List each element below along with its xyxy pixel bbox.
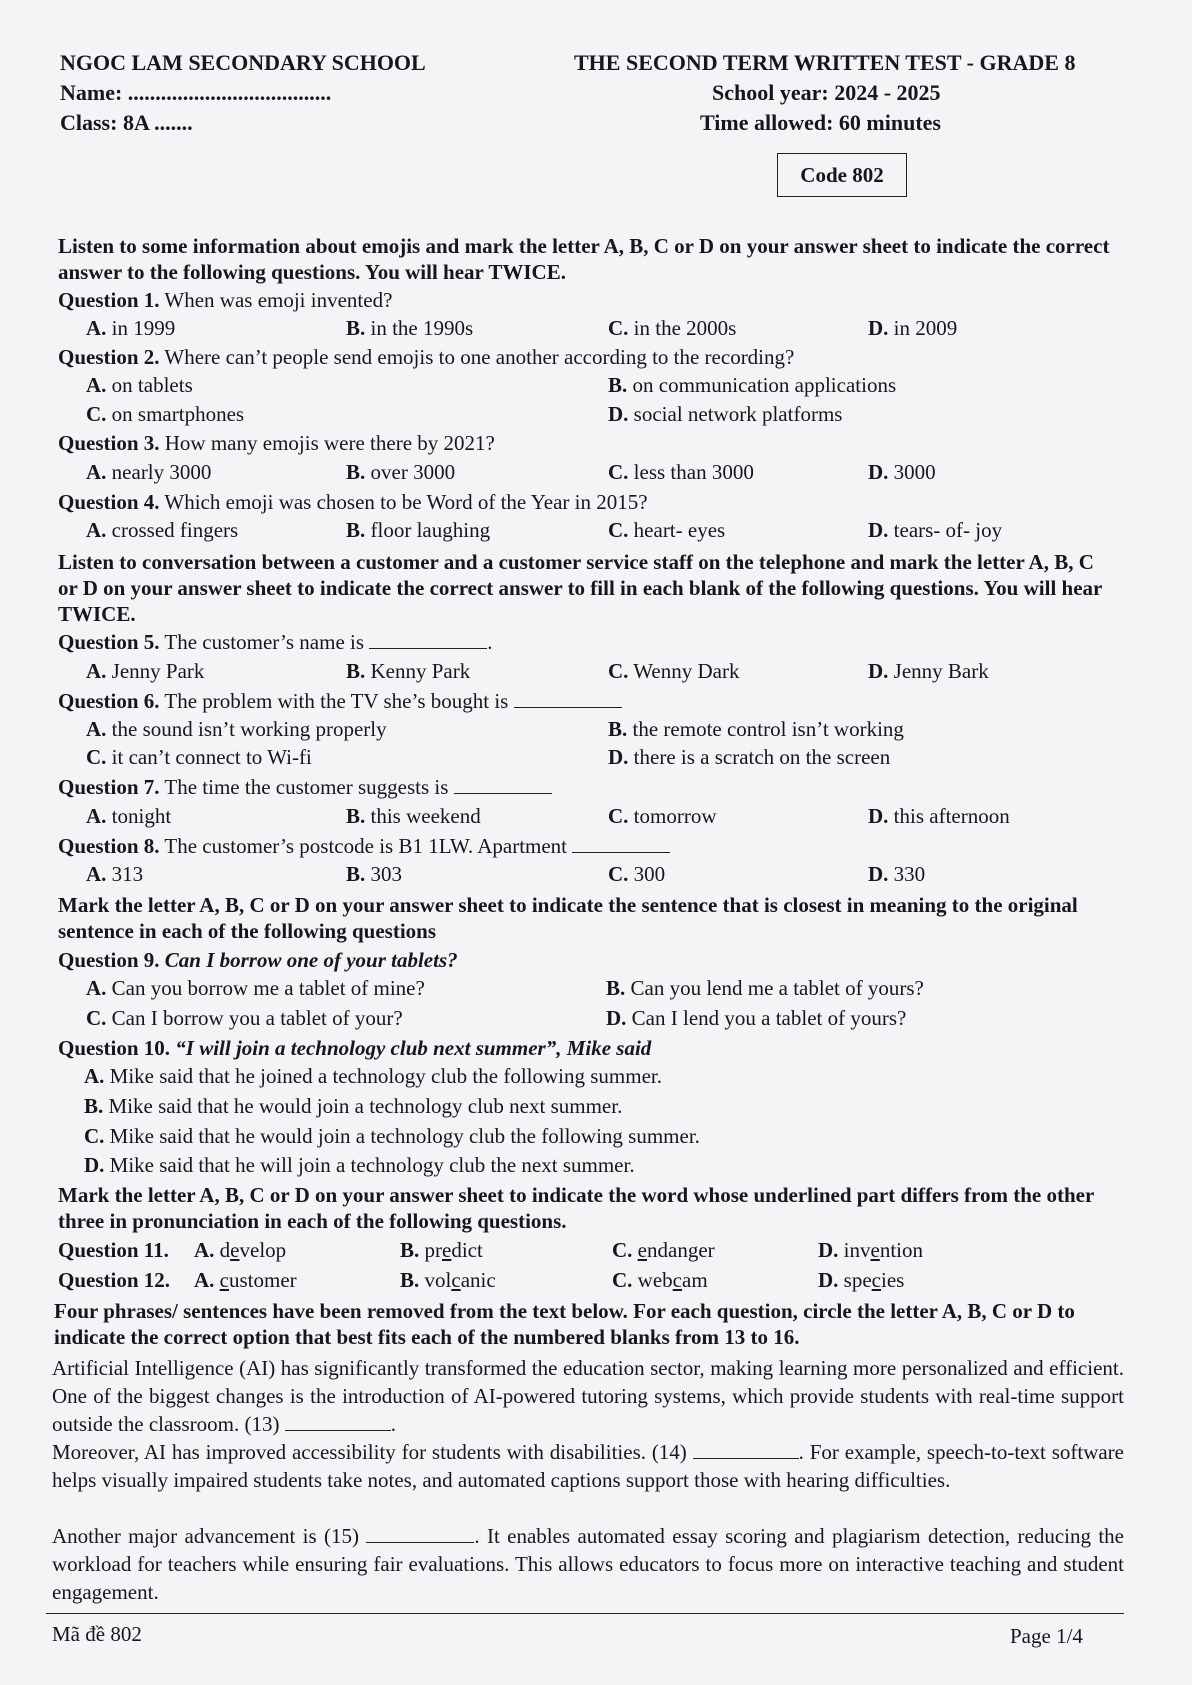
option-d: D. Can I lend you a tablet of yours? [606, 1006, 907, 1030]
question-number: Question 1. [58, 288, 160, 312]
instruction-closest-meaning: Mark the letter A, B, C or D on your answer sheet to indicate the sentence that is closest in meaning to the original sentence in each of the following questions [58, 893, 1078, 943]
option-a: A. Jenny Park [86, 659, 205, 683]
option-d: D. Mike said that he will join a technology club the next summer. [84, 1153, 635, 1177]
option-a: A. the sound isn’t working properly [86, 717, 387, 741]
option-d: D. this afternoon [868, 804, 1010, 828]
question-1 [58, 288, 392, 313]
option-b: B. in the 1990s [346, 316, 474, 340]
option-c: C. Wenny Dark [608, 659, 740, 683]
option-c: C. Mike said that he would join a technology club the following summer. [84, 1124, 700, 1148]
time-allowed: Time allowed: 60 minutes [700, 110, 941, 135]
footer-divider [46, 1613, 1124, 1614]
question-7: Question 7. The time the customer suggests is [58, 775, 552, 800]
school-year: School year: 2024 - 2025 [712, 80, 941, 105]
option-c: C. less than 3000 [608, 460, 754, 484]
option-b: B. predict [400, 1238, 483, 1262]
option-b: B. the remote control isn’t working [608, 717, 904, 741]
question-11: Question 11. [58, 1238, 169, 1262]
instruction-pronunciation: Mark the letter A, B, C or D on your answer sheet to indicate the word whose underlined part differs from the other three in pronunciation in each of the following questions. [58, 1183, 1094, 1233]
class-line: Class: 8A ....... [60, 110, 193, 135]
option-a: A. develop [194, 1238, 287, 1262]
option-c: C. on smartphones [86, 402, 245, 426]
option-b: B. floor laughing [346, 518, 491, 542]
option-a: A. Mike said that he joined a technology club the following summer. [84, 1064, 662, 1088]
option-c: C. endanger [612, 1238, 715, 1262]
option-a: A. Can you borrow me a tablet of mine? [86, 976, 425, 1000]
option-b: B. Mike said that he would join a technology club next summer. [84, 1094, 623, 1118]
question-2: Question 2. Where can’t people send emojis to one another according to the recording? [58, 345, 795, 369]
option-d: D. there is a scratch on the screen [608, 745, 891, 769]
passage-paragraph-1: Artificial Intelligence (AI) has significantly transformed the education sector, making learning more personalized and efficient. One of the biggest changes is the introduction of AI-powered tutoring systems, which provide students with real-time support outside the classroom. (13) . [52, 1356, 1124, 1436]
option-a: A. in 1999 [86, 316, 176, 340]
instruction-reading: Four phrases/ sentences have been removed from the text below. For each question, circle the letter A, B, C or D to indicate the correct option that best fits each of the numbered blanks from 13 to 16. [54, 1299, 1075, 1349]
option-d: D. invention [818, 1238, 924, 1262]
option-b: B. on communication applications [608, 373, 897, 397]
option-d: D. 330 [868, 862, 926, 886]
option-a: A. nearly 3000 [86, 460, 212, 484]
option-c: C. in the 2000s [608, 316, 737, 340]
option-a: A. tonight [86, 804, 172, 828]
instruction-listening-2: Listen to conversation between a customer and a customer service staff on the telephone and mark the letter A, B, C or D on your answer sheet to indicate the correct answer to fill in each blank of the following questions. You will hear TWICE. [58, 550, 1102, 626]
question-4: Question 4. Which emoji was chosen to be Word of the Year in 2015? [58, 490, 648, 514]
option-d: D. Jenny Bark [868, 659, 989, 683]
question-3: Question 3. How many emojis were there by 2021? [58, 431, 495, 455]
question-10: Question 10. “I will join a technology club next summer”, Mike said [58, 1036, 652, 1060]
exam-code-box [777, 153, 907, 197]
option-d: D. 3000 [868, 460, 936, 484]
option-b: B. Can you lend me a tablet of yours? [606, 976, 924, 1000]
question-8: Question 8. The customer’s postcode is B1 1LW. Apartment [58, 834, 670, 859]
passage-paragraph-2: Moreover, AI has improved accessibility for students with disabilities. (14) . For example, speech-to-text software helps visually impaired students take notes, and automated captions support those with hearing difficulties. [52, 1440, 1124, 1492]
option-b: B. over 3000 [346, 460, 456, 484]
option-d: D. in 2009 [868, 316, 958, 340]
option-c: C. tomorrow [608, 804, 717, 828]
option-b: B. 303 [346, 862, 403, 886]
option-d: D. social network platforms [608, 402, 843, 426]
question-5: Question 5. The customer’s name is . [58, 630, 493, 654]
option-a: A. 313 [86, 862, 144, 886]
question-9: Question 9. Can I borrow one of your tablets? [58, 948, 458, 972]
option-b: B. Kenny Park [346, 659, 471, 683]
question-6: Question 6. The problem with the TV she’s bought is [58, 689, 622, 714]
option-a: A. crossed fingers [86, 518, 239, 542]
option-d: D. tears- of- joy [868, 518, 1003, 542]
test-title: THE SECOND TERM WRITTEN TEST - GRADE 8 [574, 50, 1076, 75]
option-c: C. heart- eyes [608, 518, 726, 542]
option-a: A. customer [194, 1268, 297, 1292]
exam-code: Code 802 [800, 162, 884, 187]
option-d: D. species [818, 1268, 905, 1292]
option-b: B. volcanic [400, 1268, 496, 1292]
option-c: C. Can I borrow you a tablet of your? [86, 1006, 403, 1030]
passage-paragraph-3: Another major advancement is (15) . It enables automated essay scoring and plagiarism detection, reducing the workload for teachers while ensuring fair evaluations. This allows educators to focus more on interactive teaching and student engagement. [52, 1524, 1124, 1604]
question-text: When was emoji invented? [164, 288, 393, 312]
question-12: Question 12. [58, 1268, 171, 1292]
instruction-listening-1: Listen to some information about emojis and mark the letter A, B, C or D on your answer sheet to indicate the correct answer to the following questions. You will hear TWICE. [58, 234, 1110, 284]
option-c: C. 300 [608, 862, 666, 886]
option-b: B. this weekend [346, 804, 481, 828]
student-name-line: Name: ..................................... [60, 80, 332, 105]
option-c: C. it can’t connect to Wi-fi [86, 745, 312, 769]
option-c: C. webcam [612, 1268, 708, 1292]
option-a: A. on tablets [86, 373, 193, 397]
footer-page-number: Page 1/4 [1010, 1624, 1083, 1648]
footer-exam-code: Mã đề 802 [52, 1622, 142, 1646]
school-name: NGOC LAM SECONDARY SCHOOL [60, 50, 426, 75]
